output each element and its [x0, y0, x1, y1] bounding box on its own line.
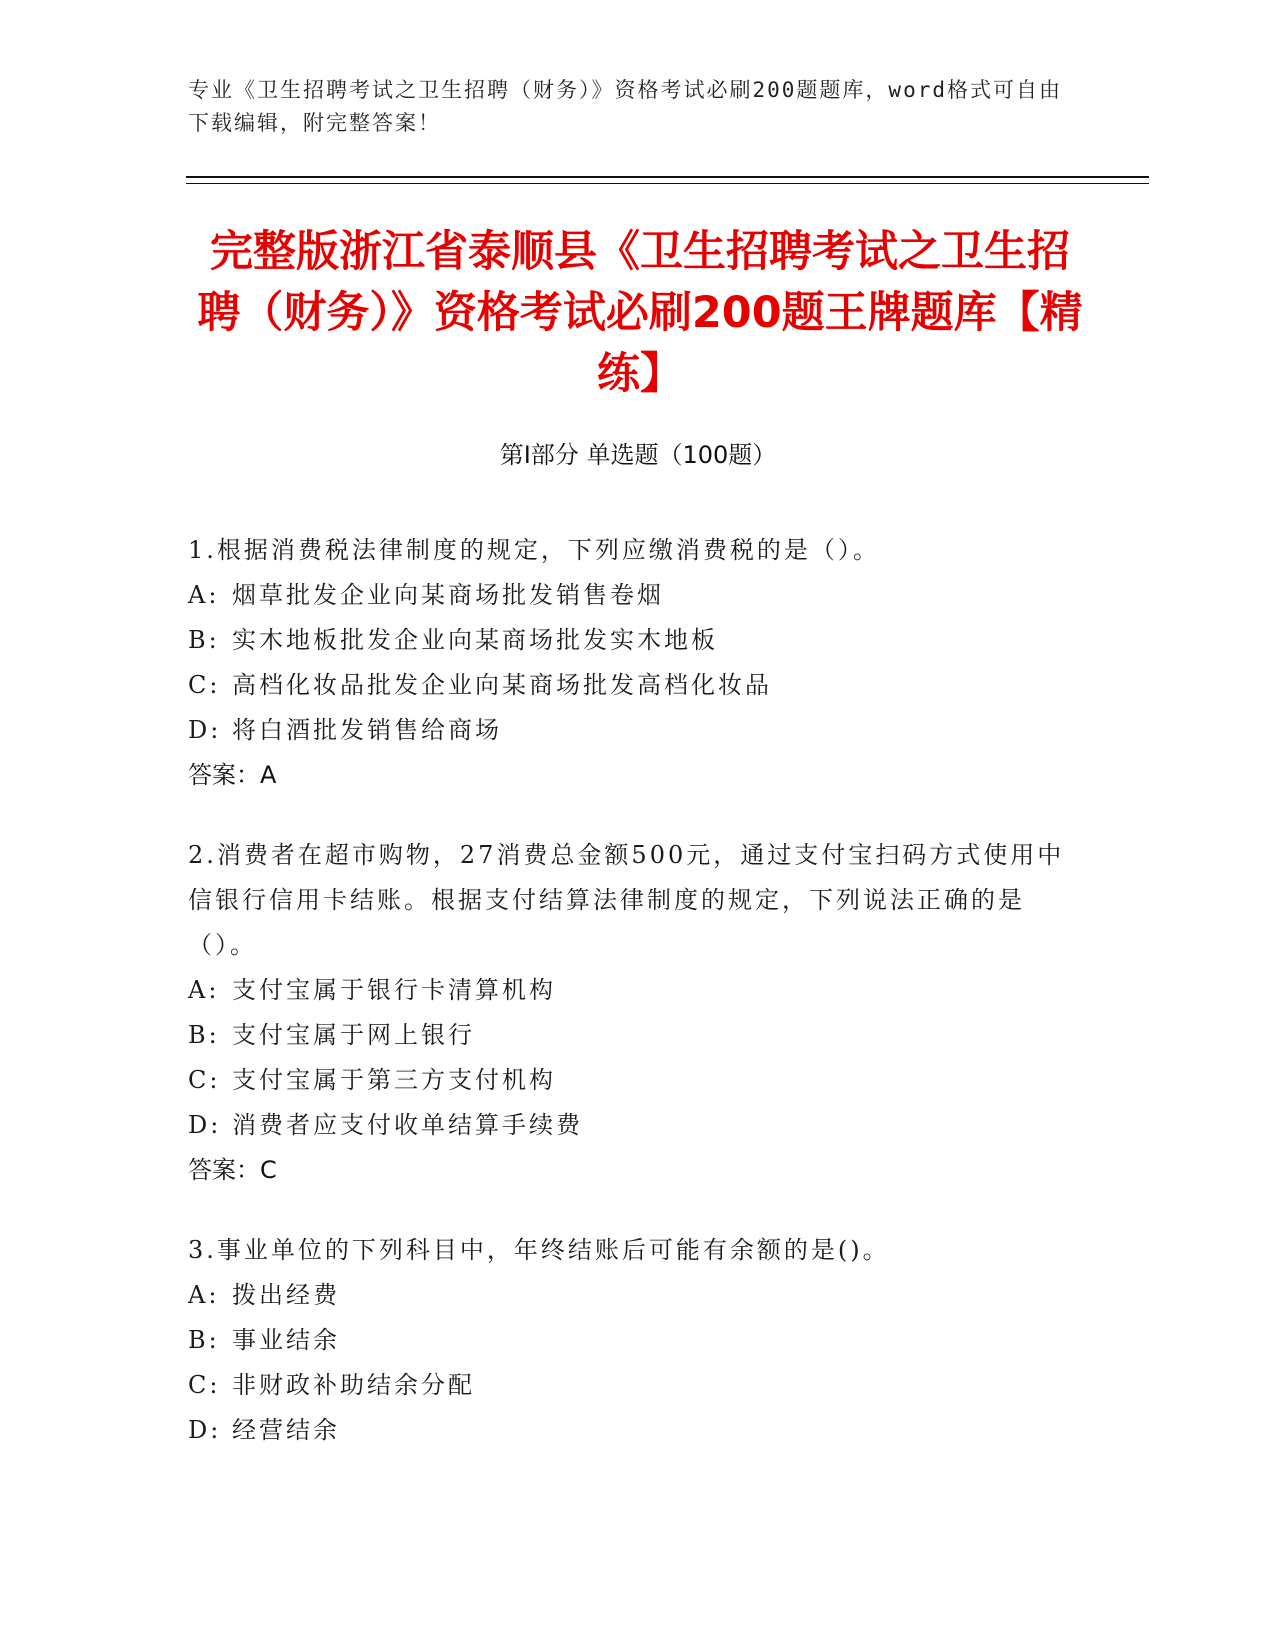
option-text: 经营结余	[232, 1416, 340, 1444]
question-list	[188, 528, 1068, 1488]
option-d	[188, 1103, 1068, 1148]
option-text: 烟草批发企业向某商场批发销售卷烟	[232, 581, 664, 609]
option-text: 非财政补助结余分配	[232, 1371, 475, 1399]
option-text: 将白酒批发销售给商场	[232, 716, 502, 744]
option-d	[188, 1408, 1068, 1453]
option-text: 拨出经费	[232, 1281, 340, 1309]
header-divider-thin	[186, 183, 1149, 184]
answer-line: 答案：C	[188, 1156, 277, 1184]
option-key: A:	[188, 1281, 220, 1309]
answer-line: 答案：A	[188, 761, 277, 789]
option-a	[188, 1273, 1068, 1318]
option-d	[188, 708, 1068, 753]
option-key: A:	[188, 976, 220, 1004]
option-key: B:	[188, 626, 220, 654]
option-text: 消费者应支付收单结算手续费	[232, 1111, 583, 1139]
option-key: C:	[188, 1066, 221, 1094]
question-3	[188, 1228, 1068, 1453]
option-text: 支付宝属于第三方支付机构	[232, 1066, 556, 1094]
option-text: 实木地板批发企业向某商场批发实木地板	[232, 626, 718, 654]
option-b	[188, 1318, 1068, 1363]
option-a	[188, 573, 1068, 618]
option-text: 高档化妆品批发企业向某商场批发高档化妆品	[232, 671, 772, 699]
option-key: D:	[188, 1111, 222, 1139]
section-heading: 第Ⅰ部分 单选题（100题）	[499, 441, 777, 469]
option-a	[188, 968, 1068, 1013]
question-stem: 3.事业单位的下列科目中，年终结账后可能有余额的是()。	[188, 1236, 890, 1264]
question-2	[188, 833, 1068, 1193]
option-key: B:	[188, 1326, 220, 1354]
option-key: C:	[188, 671, 221, 699]
option-c	[188, 1058, 1068, 1103]
document-title: 完整版浙江省泰顺县《卫生招聘考试之卫生招聘（财务）》资格考试必刷200题王牌题库【精练】	[197, 227, 1083, 399]
option-c	[188, 1363, 1068, 1408]
option-key: A:	[188, 581, 220, 609]
option-c	[188, 663, 1068, 708]
option-text: 支付宝属于银行卡清算机构	[232, 976, 556, 1004]
question-stem: 1.根据消费税法律制度的规定，下列应缴消费税的是（）。	[188, 536, 880, 564]
option-text: 事业结余	[232, 1326, 340, 1354]
header-note: 专业《卫生招聘考试之卫生招聘（财务）》资格考试必刷200题题库，word格式可自由下载编辑，附完整答案！	[188, 78, 1062, 135]
option-b	[188, 1013, 1068, 1058]
header-divider	[186, 176, 1149, 178]
option-b	[188, 618, 1068, 663]
option-key: D:	[188, 716, 222, 744]
option-key: D:	[188, 1416, 222, 1444]
question-1	[188, 528, 1068, 798]
option-key: B:	[188, 1021, 220, 1049]
question-stem: 2.消费者在超市购物，27消费总金额500元，通过支付宝扫码方式使用中信银行信用卡结账。根据支付结算法律制度的规定，下列说法正确的是（）。	[188, 841, 1065, 959]
option-text: 支付宝属于网上银行	[232, 1021, 475, 1049]
option-key: C:	[188, 1371, 221, 1399]
